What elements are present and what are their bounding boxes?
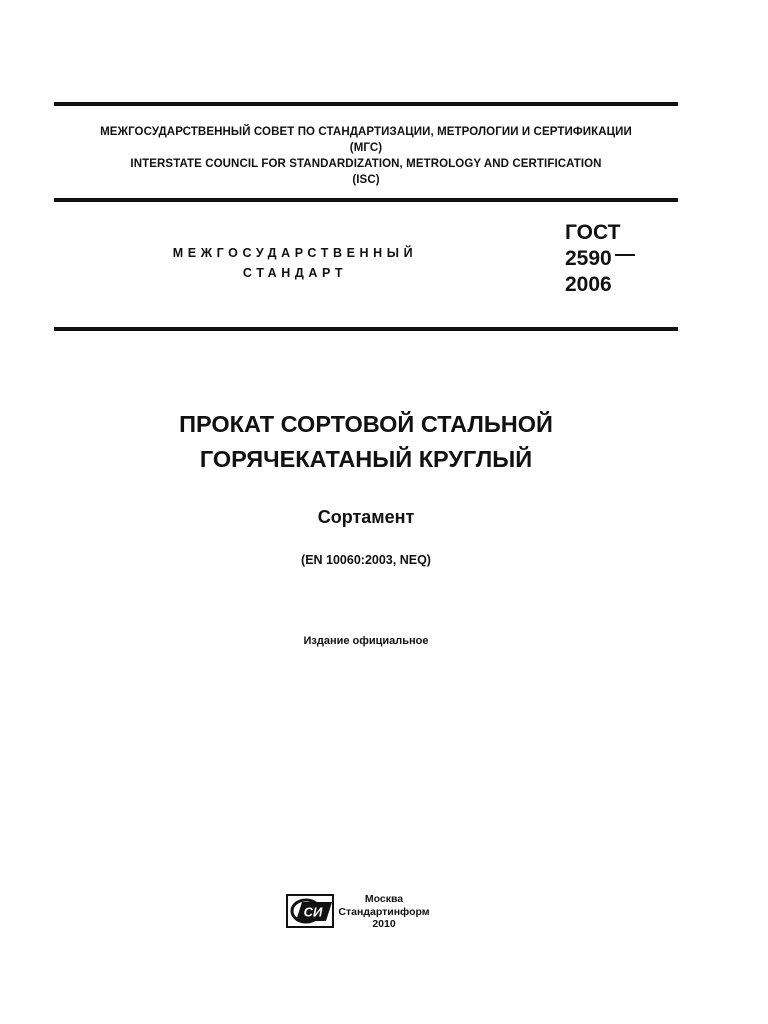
gost-number: 2590 — [565, 247, 612, 270]
header-divider — [54, 198, 678, 202]
standard-kind-line1: МЕЖГОСУДАРСТВЕННЫЙ — [172, 246, 418, 260]
international-reference: (EN 10060:2003, NEQ) — [301, 553, 431, 567]
publisher-block — [334, 893, 434, 931]
document-subtitle: Сортамент — [317, 507, 415, 527]
publication-year: 2010 — [372, 918, 396, 930]
gost-label: ГОСТ — [565, 221, 621, 244]
publisher-name: Стандартинформ — [338, 905, 430, 918]
document-title-line1: ПРОКАТ СОРТОВОЙ СТАЛЬНОЙ — [179, 411, 553, 437]
standard-kind-line2: СТАНДАРТ — [242, 266, 348, 280]
designation-divider — [54, 327, 678, 331]
gost-dash — [615, 254, 635, 256]
council-abbr-ru: (МГС) — [349, 142, 383, 154]
publisher-city: Москва — [364, 893, 404, 905]
gost-number-line — [565, 246, 635, 272]
document-title-line2: ГОРЯЧЕКАТАНЫЙ КРУГЛЫЙ — [199, 446, 533, 472]
council-abbr-en: (ISC) — [352, 174, 380, 186]
standartinform-logo-icon — [286, 894, 334, 928]
top-rule — [54, 102, 678, 106]
logo-letters: СИ — [303, 904, 323, 920]
document-title — [54, 407, 678, 477]
standard-kind — [140, 243, 450, 283]
gost-designation — [565, 220, 635, 298]
gost-year: 2006 — [565, 273, 612, 296]
council-name-ru: МЕЖГОСУДАРСТВЕННЫЙ СОВЕТ ПО СТАНДАРТИЗАЦИИ, МЕТРОЛОГИИ И СЕРТИФИКАЦИИ — [100, 126, 632, 138]
council-name-en: INTERSTATE COUNCIL FOR STANDARDIZATION, METROLOGY AND CERTIFICATION — [130, 158, 602, 170]
council-header — [54, 124, 678, 188]
edition-note: Издание официальное — [303, 635, 429, 647]
